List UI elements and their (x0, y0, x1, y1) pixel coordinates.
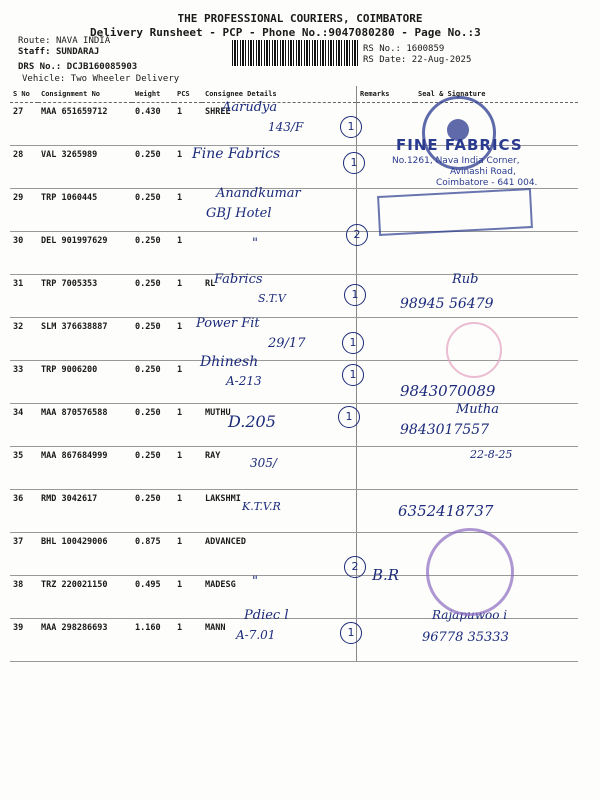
hw-r31-phone: 98945 56479 (400, 296, 494, 312)
hw-r29-name: Anandkumar (216, 186, 301, 201)
hw-r27-addr: 143/F (268, 120, 304, 134)
hw-mark: 1 (340, 622, 362, 644)
row-consignee: LAKSHMI (202, 490, 357, 533)
row-weight: 0.250 (132, 318, 174, 361)
page-subtitle: Delivery Runsheet - PCP - Phone No.:9047080280 - Page No.:3 (90, 26, 481, 39)
row-consignee: ADVANCED (202, 533, 357, 576)
row-weight: 0.250 (132, 404, 174, 447)
row-consignment-no: VAL 3265989 (38, 146, 132, 189)
row-consignment-no: TRP 7005353 (38, 275, 132, 318)
hw-mark: 1 (342, 332, 364, 354)
table-header-row (10, 86, 578, 103)
row-pcs: 1 (174, 103, 202, 146)
row-consignment-no: TRZ 220021150 (38, 576, 132, 619)
row-sno: 37 (10, 533, 38, 576)
row-consignment-no: MAA 867684999 (38, 447, 132, 490)
row-sno: 39 (10, 619, 38, 662)
hw-mark: 1 (338, 406, 360, 428)
row-consignment-no: BHL 100429006 (38, 533, 132, 576)
row-remarks (357, 619, 416, 662)
col-pcs: PCS (174, 86, 202, 103)
row-pcs: 1 (174, 189, 202, 232)
rs-no-line: RS No.: 1600859 (363, 44, 445, 54)
stamp-fine-title: FINE FABRICS (396, 136, 523, 154)
col-consignee: Consignee Details (202, 86, 357, 103)
row-pcs: 1 (174, 533, 202, 576)
row-weight: 0.250 (132, 232, 174, 275)
route-line: Route: NAVA INDIA (18, 36, 111, 46)
page-title: THE PROFESSIONAL COURIERS, COIMBATORE (177, 12, 423, 25)
row-sno: 28 (10, 146, 38, 189)
hw-r32-name: Power Fit (196, 316, 260, 331)
col-sno: S No (10, 86, 38, 103)
col-seal: Seal & Signature (415, 86, 578, 103)
hw-r39-phone: 96778 35333 (422, 630, 509, 645)
row-weight: 0.430 (132, 103, 174, 146)
row-remarks (357, 318, 416, 361)
barcode (232, 40, 358, 66)
row-pcs: 1 (174, 361, 202, 404)
hw-r33-addr: A-213 (226, 374, 262, 388)
row-pcs: 1 (174, 490, 202, 533)
col-consignment: Consignment No (38, 86, 132, 103)
row-consignee: SHREE (202, 103, 357, 146)
hw-r39-name: Pdiec l (244, 608, 289, 623)
hw-r36-addr: K.T.V.R (242, 500, 281, 513)
row-weight: 0.250 (132, 275, 174, 318)
row-pcs: 1 (174, 318, 202, 361)
hw-r39-signame: Rajapuwoo i (432, 608, 508, 622)
row-consignee: MADESG (202, 576, 357, 619)
hw-mark: 2 (346, 224, 368, 246)
hw-mark: 1 (344, 284, 366, 306)
row-consignee: MANN (202, 619, 357, 662)
row-weight: 0.875 (132, 533, 174, 576)
row-sno: 27 (10, 103, 38, 146)
row-consignee: RAY (202, 447, 357, 490)
row-weight: 0.495 (132, 576, 174, 619)
row-pcs: 1 (174, 404, 202, 447)
vehicle-value: Two Wheeler Delivery (70, 74, 180, 84)
row-consignee: MUTHU (202, 404, 357, 447)
row-pcs: 1 (174, 447, 202, 490)
row-pcs: 1 (174, 146, 202, 189)
hw-r35-flat: 305/ (250, 456, 277, 470)
hw-r38-sig: B.R (372, 566, 400, 584)
row-sno: 33 (10, 361, 38, 404)
row-weight: 0.250 (132, 146, 174, 189)
hw-r29-addr: GBJ Hotel (206, 206, 272, 221)
row-consignment-no: TRP 1060445 (38, 189, 132, 232)
row-pcs: 1 (174, 619, 202, 662)
row-sno: 35 (10, 447, 38, 490)
row-seal (415, 232, 578, 275)
hw-r39-flat: A-7.01 (236, 628, 276, 642)
rs-date-line: RS Date: 22-Aug-2025 (363, 55, 472, 65)
row-consignment-no: SLM 376638887 (38, 318, 132, 361)
pink-seal-stamp (446, 322, 502, 378)
hw-r30-ditto: " (252, 236, 258, 251)
row-weight: 0.250 (132, 447, 174, 490)
row-consignment-no: MAA 298286693 (38, 619, 132, 662)
row-consignee: RL (202, 275, 357, 318)
row-sno: 34 (10, 404, 38, 447)
hw-r32-addr: 29/17 (268, 336, 306, 351)
row-sno: 36 (10, 490, 38, 533)
row-pcs: 1 (174, 232, 202, 275)
row-sno: 30 (10, 232, 38, 275)
route-value: NAVA INDIA (55, 36, 111, 46)
hw-r36-phone: 6352418737 (398, 502, 494, 520)
staff-value: SUNDARAJ (55, 47, 100, 57)
hw-r34-name: Mutha (456, 402, 500, 417)
row-remarks (357, 447, 416, 490)
table-row (10, 232, 578, 275)
hotel-stamp (377, 188, 533, 236)
row-pcs: 1 (174, 576, 202, 619)
row-sno: 32 (10, 318, 38, 361)
row-sno: 38 (10, 576, 38, 619)
row-weight: 0.250 (132, 361, 174, 404)
hw-mark: 2 (344, 556, 366, 578)
hw-r38-ditto: " (252, 574, 258, 589)
row-weight: 0.250 (132, 189, 174, 232)
hw-mark: 1 (340, 116, 362, 138)
row-consignment-no: MAA 870576588 (38, 404, 132, 447)
drs-value: DCJB160085903 (66, 62, 138, 72)
hw-mark: 1 (343, 152, 365, 174)
staff-line: Staff: SUNDARAJ (18, 47, 100, 57)
row-consignment-no: DEL 901997629 (38, 232, 132, 275)
row-consignment-no: MAA 651659712 (38, 103, 132, 146)
stamp-fine-addr1: No.1261, Nava India Corner, (392, 156, 520, 166)
col-weight: Weight (132, 86, 174, 103)
row-sno: 31 (10, 275, 38, 318)
col-remarks: Remarks (357, 86, 416, 103)
row-weight: 0.250 (132, 490, 174, 533)
hw-r34-phone: 9843017557 (400, 422, 490, 438)
purple-seal-stamp (426, 528, 514, 616)
hw-r27-name: Aarudya (222, 100, 278, 115)
hw-r31-sig: Rub (452, 272, 479, 287)
hw-r34-flat: D.205 (228, 412, 276, 431)
row-sno: 29 (10, 189, 38, 232)
hw-r31-addr: S.T.V (258, 292, 286, 305)
row-consignment-no: TRP 9006200 (38, 361, 132, 404)
hw-r31-name: Fabrics (214, 272, 263, 287)
hw-mark: 1 (342, 364, 364, 386)
hw-r35-date: 22-8-25 (470, 448, 513, 461)
drs-line: DRS No.: DCJB160085903 (18, 62, 138, 72)
hw-r33-name: Dhinesh (200, 354, 259, 370)
row-consignee (202, 232, 357, 275)
stamp-fine-addr3: Coimbatore - 641 004. (436, 178, 538, 188)
row-consignment-no: RMD 3042617 (38, 490, 132, 533)
hw-r28-name: Fine Fabrics (192, 146, 281, 162)
vehicle-line: Vehicle: Two Wheeler Delivery (22, 74, 180, 84)
row-weight: 1.160 (132, 619, 174, 662)
row-pcs: 1 (174, 275, 202, 318)
hw-r33-phone: 9843070089 (400, 382, 496, 400)
stamp-fine-addr2: Avinashi Road, (450, 167, 516, 177)
